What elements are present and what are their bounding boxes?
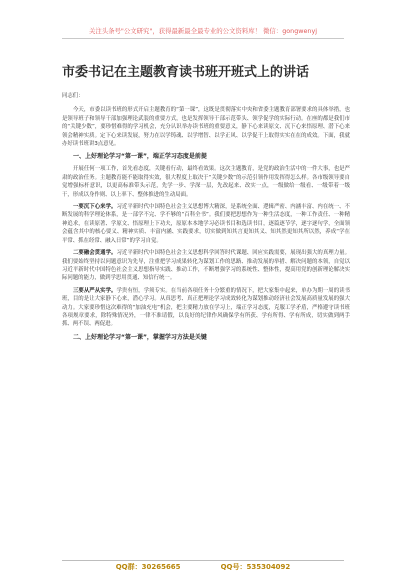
document-body	[62, 92, 350, 346]
section1-paragraph-4	[62, 287, 350, 329]
section1-paragraph-1: 开展任何一项工作，首先看态度，关键看行动，最终看效果。这次主题教育，是党的政治生活中的一件大事，也是严肃的政治任务。主题教育能不能取得实效，很大程度上取决于“关键少数”的示范引领作用发挥得怎么样。各市级领导要自觉增强标杆意识，以更高标准带头示范，先学一步、学深一层，先改起来、改实一点，一级做给一级看、一级带着一级干，形成以身作则、以上率下、整体推进的生动局面。	[62, 166, 350, 198]
paragraph-text: 习近平新时代中国特色社会主义思想博大精深，是系统全面、逻辑严密、内涵丰富、内在统一、不断发展的科学理论体系，是一部学不完、学不够的“百科全书”。我们要把思想作为一种生活态度，一种工作责任、一种精神追求，在读原著、学原文、悟原理上下功夫，原原本本地学习必读书目和选读书目，逐篇逐节学，逐字逐句学，全面领会蕴含其中的核心要义、精神实质、丰富内涵、实践要求，切实做到知其言更知其义、知其然更知其所以然，养成“学在平常、抓在经常、融入日常”的学习自觉。	[62, 204, 350, 244]
section1-paragraph-3	[62, 249, 350, 283]
paragraph-lead: 三要从严从实学。	[73, 287, 117, 294]
qq-number-label[interactable]: QQ号：535304092	[220, 563, 291, 571]
footer-contact-bar	[62, 560, 344, 575]
section1-paragraph-2	[62, 203, 350, 245]
section-heading-1: 一、上好理论学习“第一课”，端正学习态度是前提	[73, 153, 207, 161]
intro-paragraph: 今天，市委以读书班的形式开启主题教育的“第一课”，这既是贯彻落实中央和省委主题教育部署要求的具体举措，也是领导班子和领导干部加强理论武装的重要方式，也是发挥领导干部示范带头、领学促学的实际行动。在座的都是我们市的“关键少数”，要珍惜难得的学习机会，充分认识举办读书班的重要意义，静下心来读原文、沉下心来悟原理、潜下心来领会精神实质。定下心来读发展，努力在以学铸魂、以学增智、以学正风、以学促干上取得实实在在的成效。下面，我就办好读书班讲3点意见。	[62, 107, 350, 148]
paragraph-lead: 二要融会贯通学。	[73, 250, 117, 257]
salutation: 同志们：	[62, 93, 84, 99]
paragraph-lead: 一要沉下心来学。	[73, 204, 117, 211]
paragraph-text: 习近平新时代中国特色社会主义思想科学回答时代课题、回应实践需要，展现出强大的真理力量。我们要始终坚持以问题意识为先导，注重把学习成果转化为谋划工作的思路、推动发展的举措、解决问题的本领，自觉以习近平新时代中国特色社会主义思想指导实践、推动工作，不断增强学习的系统性、整体性，提高用党的创新理论解决实际问题的能力，做到学思用贯通、知信行统一。	[62, 250, 350, 282]
paragraph-text: 学贵有恒，学须专实。在当前各项任务十分繁重的情况下，把大家集中起来，单办为期一周的读书班，目的是让大家静下心来，潜心学习。从真思考、真正把理论学习成效转化为谋划推动经济社会发展高质量发展的强大动力。大家要珍惜这次难得的“加油充电”机会，把主要精力放在学习上，端正学习态度，克服工学矛盾，严格遵守读书班各项规章要求，除特殊情况外，一律不准请假，以良好的纪律作风确保学有所获、学有所得、学有所成，切实做到两手抓、两不误、两促进。	[62, 287, 350, 328]
section-heading-2: 二、上好理论学习“第一课”，掌握学习方法是关键	[73, 333, 207, 341]
qq-group-label[interactable]: QQ群：30265665	[115, 563, 181, 571]
document-title: 市委书记在主题教育读书班开班式上的讲话	[62, 65, 310, 80]
header-banner[interactable]: 关注头条号"公文研究"，获得最新最全最专业的公文资料库！ 微信：gongwenyj	[62, 24, 344, 39]
